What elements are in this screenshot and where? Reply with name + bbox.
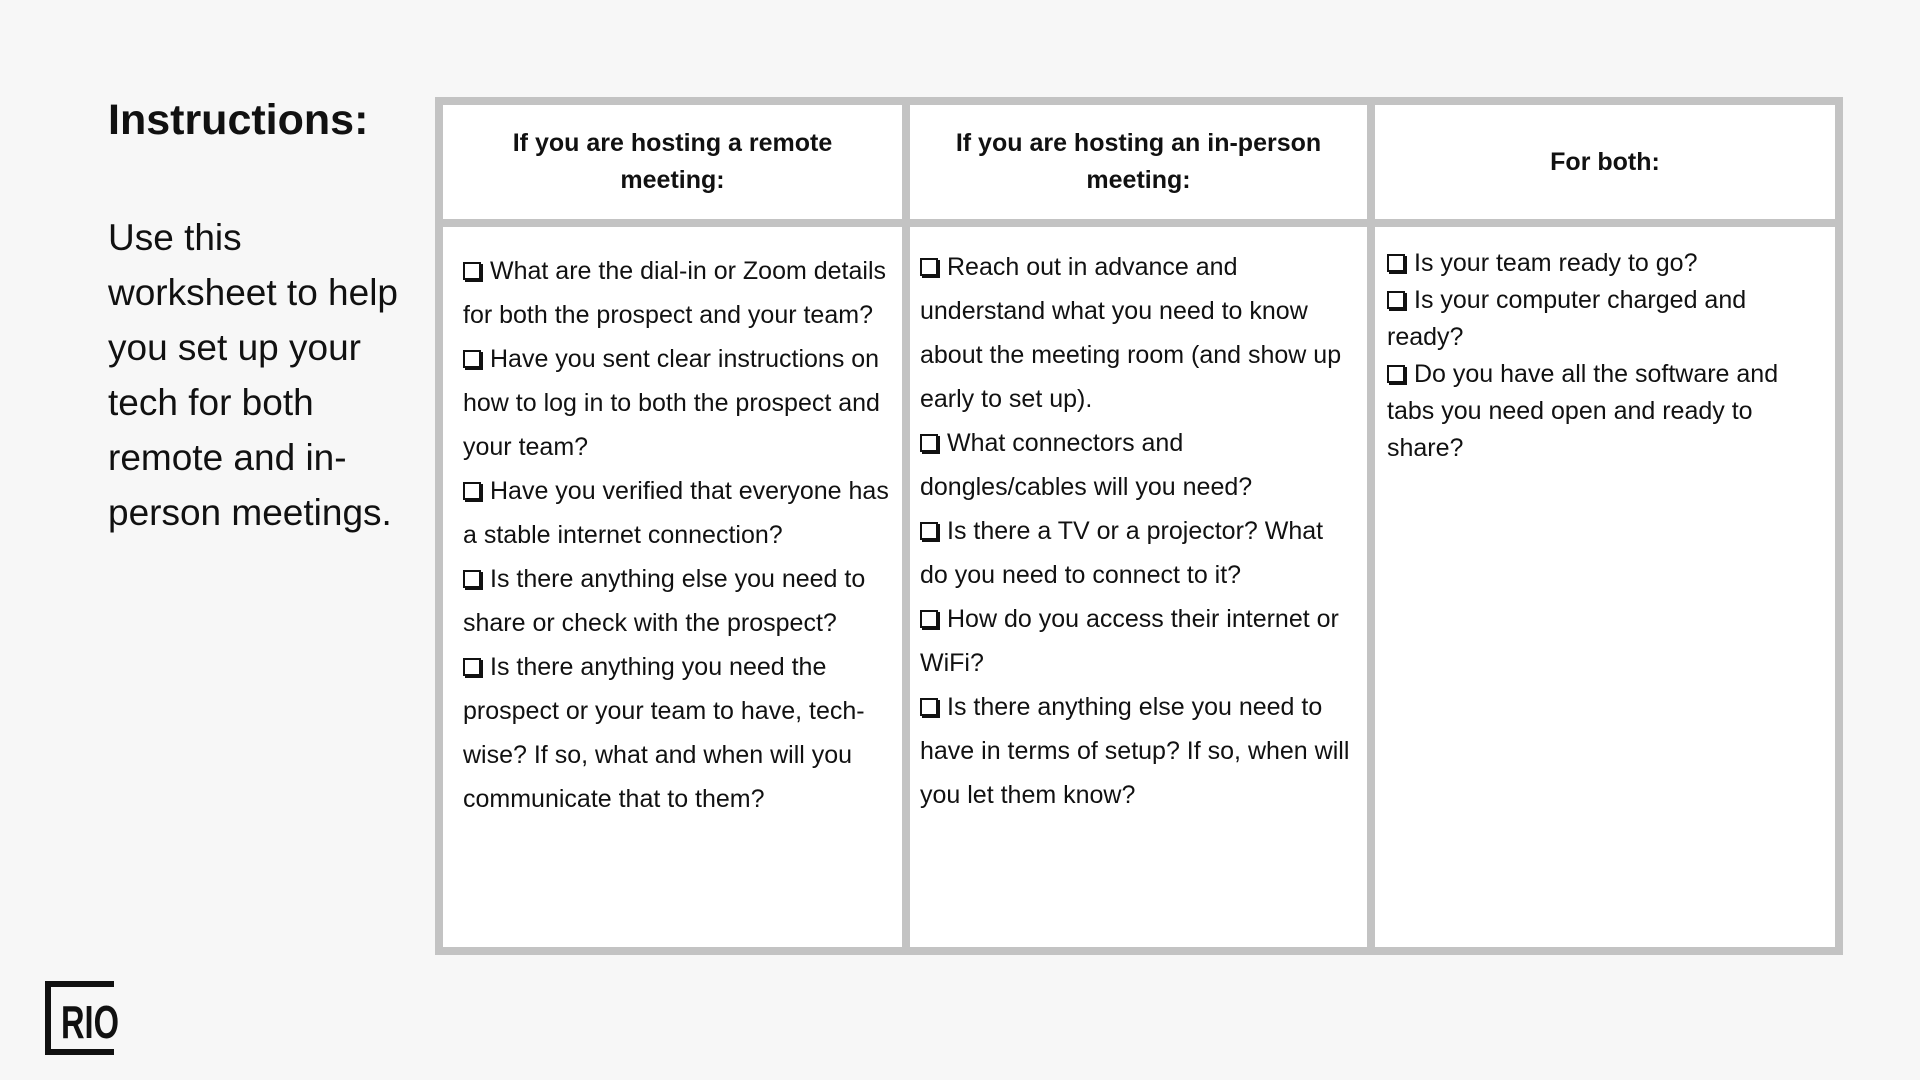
checklist-item-text: What connectors and dongles/cables will you need? bbox=[920, 429, 1253, 501]
both-checklist-item bbox=[1387, 356, 1823, 467]
checkbox-icon bbox=[1387, 365, 1405, 383]
checklist-item-text: Is there anything you need the prospect or your team to have, tech-wise? If so, what and when will you communicate that to them? bbox=[463, 653, 865, 813]
remote-checklist-item bbox=[463, 469, 890, 557]
both-checklist-item bbox=[1387, 282, 1823, 356]
checklist-item-text: Have you sent clear instructions on how to log in to both the prospect and your team? bbox=[463, 345, 880, 461]
table-header-row bbox=[439, 101, 1839, 223]
checklist-item-text: Is there anything else you need to share or check with the prospect? bbox=[463, 565, 866, 637]
checkbox-icon bbox=[1387, 291, 1405, 309]
remote-checklist-item bbox=[463, 249, 890, 337]
checkbox-icon bbox=[920, 522, 938, 540]
worksheet-table bbox=[435, 97, 1843, 955]
checkbox-icon bbox=[920, 258, 938, 276]
inperson-checklist-item bbox=[920, 597, 1355, 685]
checkbox-icon bbox=[920, 610, 938, 628]
checklist-item-text: How do you access their internet or WiFi? bbox=[920, 605, 1339, 677]
checklist-item-text: Is your computer charged and ready? bbox=[1387, 286, 1747, 351]
inperson-checklist-item bbox=[920, 685, 1355, 817]
header-inperson: If you are hosting an in-person meeting: bbox=[906, 101, 1371, 223]
logo-text: RIO bbox=[61, 996, 119, 1048]
inperson-checklist-item bbox=[920, 509, 1355, 597]
instructions-title: Instructions: bbox=[108, 96, 369, 144]
inperson-checklist-item bbox=[920, 421, 1355, 509]
checklist-item-text: Do you have all the software and tabs you need open and ready to share? bbox=[1387, 360, 1779, 462]
checkbox-icon bbox=[1387, 254, 1405, 272]
remote-column bbox=[439, 223, 906, 951]
both-checklist-item bbox=[1387, 245, 1823, 282]
both-checklist bbox=[1375, 227, 1835, 467]
remote-checklist-item bbox=[463, 337, 890, 469]
checklist-item-text: What are the dial-in or Zoom details for both the prospect and your team? bbox=[463, 257, 887, 329]
instructions-description: Use this worksheet to help you set up your tech for both remote and in-person meetings. bbox=[108, 217, 399, 533]
checkbox-icon bbox=[920, 434, 938, 452]
inperson-checklist-item bbox=[920, 245, 1355, 421]
both-column bbox=[1371, 223, 1839, 951]
checklist-item-text: Is your team ready to go? bbox=[1414, 249, 1698, 277]
remote-checklist bbox=[443, 227, 902, 821]
inperson-column bbox=[906, 223, 1371, 951]
header-both: For both: bbox=[1371, 101, 1839, 223]
rio-logo-icon bbox=[44, 980, 124, 1056]
checklist-item-text: Is there anything else you need to have in terms of setup? If so, when will you let them know? bbox=[920, 693, 1350, 809]
remote-checklist-item bbox=[463, 645, 890, 821]
checklist-item-text: Have you verified that everyone has a stable internet connection? bbox=[463, 477, 889, 549]
checklist-item-text: Reach out in advance and understand what you need to know about the meeting room (and show up early to set up). bbox=[920, 253, 1342, 413]
inperson-checklist bbox=[910, 227, 1367, 817]
remote-checklist-item bbox=[463, 557, 890, 645]
checkbox-icon bbox=[463, 350, 481, 368]
checkbox-icon bbox=[463, 262, 481, 280]
checkbox-icon bbox=[463, 658, 481, 676]
checkbox-icon bbox=[920, 698, 938, 716]
checkbox-icon bbox=[463, 482, 481, 500]
checklist-item-text: Is there a TV or a projector? What do you need to connect to it? bbox=[920, 517, 1324, 589]
checkbox-icon bbox=[463, 570, 481, 588]
table-body-row bbox=[439, 223, 1839, 951]
header-remote: If you are hosting a remote meeting: bbox=[439, 101, 906, 223]
